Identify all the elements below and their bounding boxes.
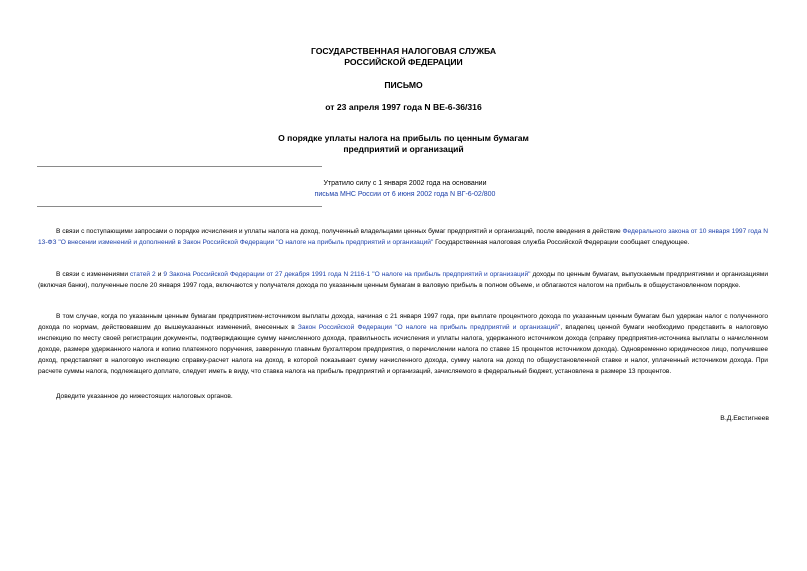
paragraph-2-text-c: доходы по ценным бумагам, выпускаемым предприятиями и организациями (включая банки), полученные после 20 января 1997 года, включаются у получателя дохода по указанным ценным бумагам в валовую прибыль в полном объеме, и облагаются налогом на прибыль в общеустановленном порядке. <box>38 271 768 289</box>
paragraph-1-text-a: В связи с поступающими запросами о порядке исчисления и уплаты налога на доход, полученный владельцами ценных бумаг предприятий и организаций, после введения в действие <box>56 228 623 235</box>
document-title-line1: О порядке уплаты налога на прибыль по ценным бумагам <box>278 133 529 143</box>
status-note-link[interactable]: письма МНС России от 6 июня 2002 года N ВГ-6-02/800 <box>314 191 496 198</box>
paragraph-3-text-a: В том случае, когда по указанным ценным бумагам предприятием-источником выплаты дохода, начиная с 21 января 1997 года, при выплате процентного дохода по указанным ценным бумагам был удержан налог с полученного дохода по нормам, действовавшим до вышеуказанных изменений, внесенных в <box>38 313 768 331</box>
paragraph-4-text: Доведите указанное до нижестоящих налоговых органов. <box>56 393 233 400</box>
paragraph-1-text-b: Государственная налоговая служба Российской Федерации сообщает следующее. <box>433 239 690 246</box>
paragraph-2-text-b: и <box>155 271 164 278</box>
link-law-2116-1[interactable]: 9 Закона Российской Федерации от 27 декабря 1991 года N 2116-1 "О налоге на прибыль предприятий и организаций" <box>163 271 531 278</box>
document-date: от 23 апреля 1997 года N ВЕ-6-36/316 <box>325 102 482 112</box>
paragraph-3-text-b: , владелец ценной бумаги необходимо представить в налоговую инспекцию по месту своей регистрации документы, подтверждающие сумму начисленного дохода, правильность исчисления и уплаты налога, удержанного источником дохода (справку предприятия-источника выплаты о начисленном доходе, размере удержанного налога и копию платежного поручения, заверенную главным бухгалтером предприятия, о перечислении налога по ставке 15 процентов источником дохода). Одновременно юридическое лицо, получившее доход, представляет в налоговую инспекцию справку-расчет налога на доход, в которой показывает сумму начисленного дохода, сумму налога на доход по общеустановленной ставке и налог, уплаченный источником дохода. При расчете суммы налога, подлежащего доплате, следует иметь в виду, что ставка налога на прибыль предприятий и организаций, зачисляемого в федеральный бюджет, установлена в размере 13 процентов. <box>38 324 768 375</box>
divider-bottom <box>37 206 322 207</box>
link-article-2[interactable]: статей 2 <box>130 271 156 278</box>
divider-top <box>37 166 322 167</box>
document-title-line2: предприятий и организаций <box>343 144 464 154</box>
document-type: ПИСЬМО <box>384 80 423 90</box>
link-profit-tax-law[interactable]: Закон Российской Федерации "О налоге на прибыль предприятий и организаций" <box>297 324 561 331</box>
paragraph-2 <box>38 269 768 291</box>
paragraph-4 <box>38 391 768 402</box>
status-note <box>270 178 540 200</box>
paragraph-2-text-a: В связи с изменениями <box>56 271 130 278</box>
agency-name-line1: ГОСУДАРСТВЕННАЯ НАЛОГОВАЯ СЛУЖБА <box>310 46 497 56</box>
link-federal-law-13fz[interactable]: Федерального закона от 10 января 1997 года N 13-ФЗ "О внесении изменений и дополнений в Закон Российской Федерации "О налоге на прибыль предприятий и организаций" <box>38 228 768 246</box>
paragraph-1 <box>38 226 768 248</box>
signature: В.Д.Евстигнеев <box>720 415 769 422</box>
paragraph-3 <box>38 311 768 377</box>
status-note-text: Утратило силу с 1 января 2002 года на основании <box>323 180 487 187</box>
agency-name-line2: РОССИЙСКОЙ ФЕДЕРАЦИИ <box>344 57 463 67</box>
